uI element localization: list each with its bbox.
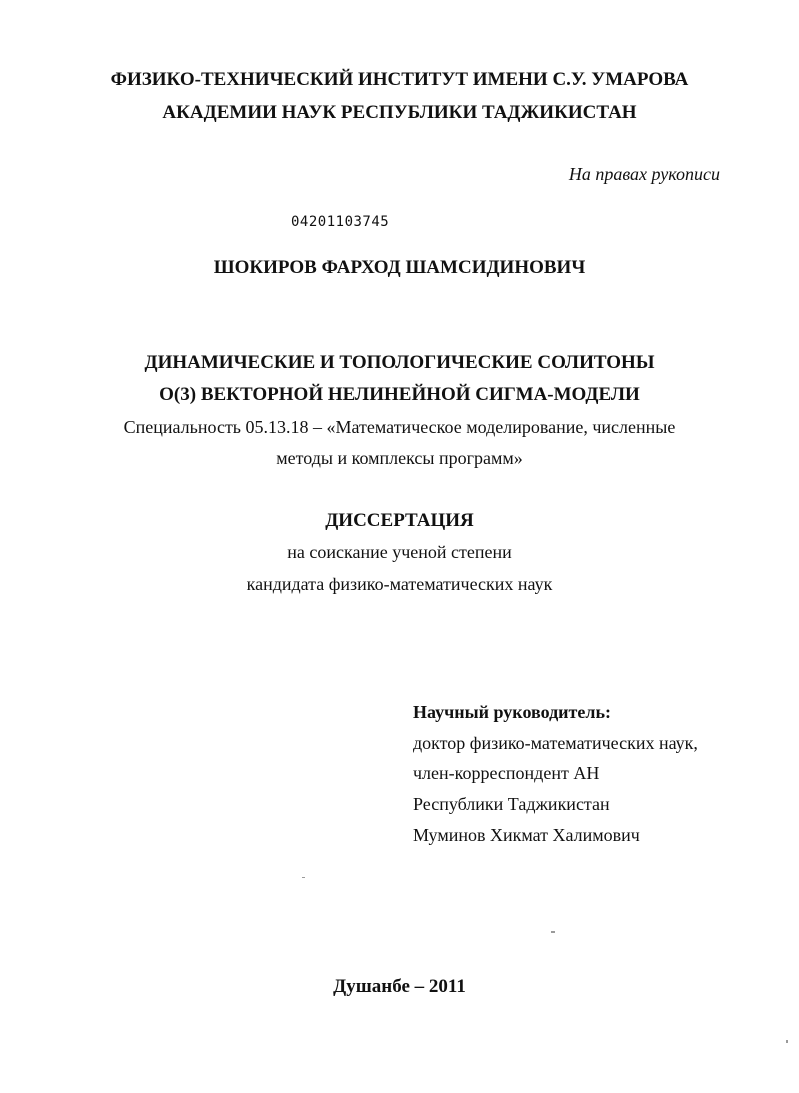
specialty-line-2: методы и комплексы программ» — [276, 448, 523, 468]
title-line-2: О(3) ВЕКТОРНОЙ НЕЛИНЕЙНОЙ СИГМА-МОДЕЛИ — [159, 384, 640, 405]
degree-line-1: на соискание ученой степени — [287, 542, 512, 562]
supervisor-name: Муминов Хикмат Халимович — [413, 825, 640, 845]
manuscript-note: На правах рукописи — [568, 164, 720, 184]
institute-line-2: АКАДЕМИИ НАУК РЕСПУБЛИКИ ТАДЖИКИСТАН — [162, 102, 637, 123]
scan-speck — [551, 931, 555, 933]
author-name: ШОКИРОВ ФАРХОД ШАМСИДИНОВИЧ — [213, 257, 586, 278]
city-year: Душанбе – 2011 — [333, 976, 466, 997]
title-line-1: ДИНАМИЧЕСКИЕ И ТОПОЛОГИЧЕСКИЕ СОЛИТОНЫ — [144, 352, 655, 373]
degree-line-2: кандидата физико-математических наук — [246, 574, 553, 594]
scan-speck — [786, 1040, 788, 1043]
dissertation-heading: ДИССЕРТАЦИЯ — [325, 510, 474, 531]
supervisor-country: Республики Таджикистан — [413, 794, 610, 814]
institute-line-1: ФИЗИКО-ТЕХНИЧЕСКИЙ ИНСТИТУТ ИМЕНИ С.У. УМАРОВА — [110, 69, 689, 90]
supervisor-label: Научный руководитель: — [413, 702, 611, 722]
scan-speck — [302, 877, 305, 878]
catalog-number: 04201103745 — [291, 214, 390, 230]
supervisor-rank: член-корреспондент АН — [413, 763, 600, 783]
supervisor-degree: доктор физико-математических наук, — [413, 733, 698, 753]
specialty-line-1: Специальность 05.13.18 – «Математическое моделирование, численные — [123, 417, 676, 437]
